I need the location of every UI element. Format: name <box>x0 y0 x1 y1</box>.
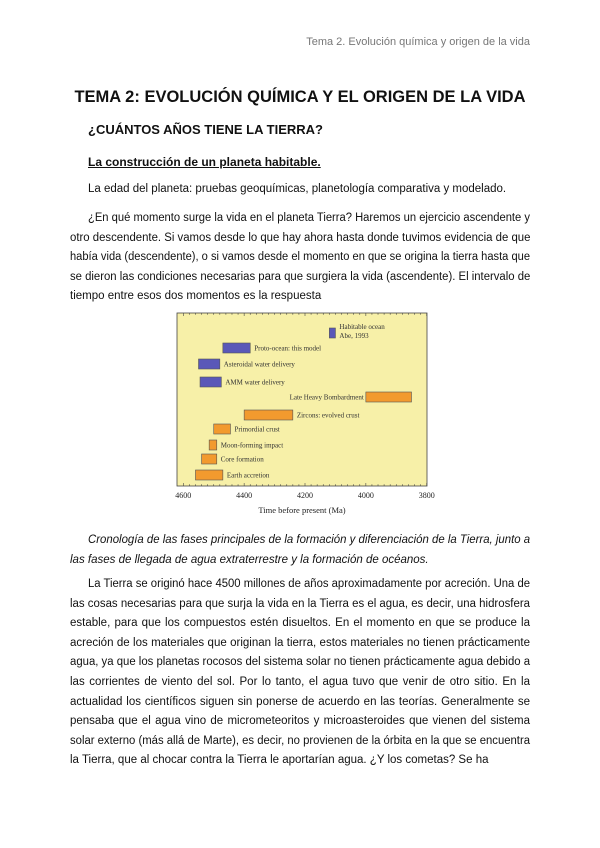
paragraph-1 <box>70 180 530 200</box>
text-line: agua, ya que los planetas rocosos del sistema solar no tienen prácticamente agua debido a <box>70 656 531 669</box>
text-line: había vida (descendente), o si vamos desde el momento en que se origina la tierra hasta que <box>70 251 530 264</box>
text-line: solar externo (más allá de Marte), es decir, no provienen de la órbita en la que se encuentra <box>70 734 530 747</box>
bar-label: Moon-forming impact <box>220 441 284 450</box>
bar-label: Primordial crust <box>234 425 280 434</box>
bar-earth <box>244 410 293 420</box>
text-line: las cosas necesarias para que surja la vida en la Tierra es el agua, es decir, una hidrosfera <box>70 597 530 610</box>
text-line: las fases de llegada de agua extraterrestre y la formación de océanos. <box>70 553 429 566</box>
bar-label: AMM water delivery <box>225 378 285 387</box>
text-line: estable, para que los compuestos estén disueltos. En el momento en que se produce la <box>70 617 530 630</box>
figure-caption <box>70 531 530 570</box>
text-line: las corrientes de viento del sol. Por lo tanto, el agua tuvo que venir de otro sitio. En la <box>70 675 530 688</box>
text-line: La edad del planeta: pruebas geoquímicas, planetología comparativa y modelado. <box>88 183 507 195</box>
bar-label: Zircons: evolved crust <box>296 411 360 420</box>
section-heading: ¿CUÁNTOS AÑOS TIENE LA TIERRA? <box>88 122 323 137</box>
subsection-heading: La construcción de un planeta habitable. <box>88 155 321 169</box>
x-tick-label: 4400 <box>236 491 253 500</box>
x-tick-label: 4200 <box>297 491 313 500</box>
text-line: Cronología de las fases principales de la formación y diferenciación de la Tierra, junto a <box>88 534 531 546</box>
bar-label-citation: Abe, 1993 <box>339 332 369 340</box>
bar-earth <box>209 440 217 450</box>
paragraph-2 <box>70 209 530 307</box>
bar-label: Earth accretion <box>226 471 270 480</box>
x-tick-label: 4000 <box>357 491 374 500</box>
paragraph-3 <box>70 575 530 771</box>
bar-earth <box>195 470 222 480</box>
bar-water <box>200 377 221 387</box>
text-line: ¿En qué momento surge la vida en el planeta Tierra? Haremos un ejercicio ascendente y <box>88 212 530 224</box>
chronology-chart <box>170 310 450 520</box>
text-line: la Tierra, que al chocar contra la Tierra le aportarían agua. ¿Y los cometas? Se ha <box>70 754 489 767</box>
page-header: Tema 2. Evolución química y origen de la vida <box>306 36 530 48</box>
bar-label: Asteroidal water delivery <box>223 360 295 369</box>
bar-water <box>199 359 220 369</box>
bar-earth <box>366 392 412 402</box>
bar-label: Proto-ocean: this model <box>254 344 322 353</box>
x-axis-label: Time before present (Ma) <box>258 505 346 515</box>
text-line: otro descendente. Si vamos desde lo que hay ahora hasta donde tuvimos evidencia de que <box>70 231 531 244</box>
text-line: se dieron las condiciones necesarias para que surgiera la vida (ascendente). El intervalo de <box>70 270 531 283</box>
x-tick-label: 3800 <box>418 491 435 500</box>
x-tick-label: 4600 <box>175 491 192 500</box>
text-line: La Tierra se originó hace 4500 millones de años aproximadamente por acreción. Una de <box>88 578 531 590</box>
text-line: actualidad los científicos siguen sin ponerse de acuerdo en las teorías. Generalmente se <box>70 695 530 708</box>
bar-water <box>329 328 335 338</box>
text-line: pensaba que el agua vino de micrometeoritos y microasteroides que vienen del sistema <box>70 715 530 728</box>
text-line: acreción de los materiales que originan la tierra, estos materiales no tienen prácticamente <box>70 636 530 649</box>
bar-earth <box>202 454 217 464</box>
bar-earth <box>214 424 231 434</box>
bar-label: Late Heavy Bombardment <box>289 393 364 402</box>
document-title: TEMA 2: EVOLUCIÓN QUÍMICA Y EL ORIGEN DE LA VIDA <box>74 88 526 106</box>
bar-label: Habitable ocean <box>339 323 385 331</box>
text-line: tiempo entre esos dos momentos es la respuesta <box>70 290 322 303</box>
bar-label: Core formation <box>220 455 264 464</box>
bar-water <box>223 343 250 353</box>
